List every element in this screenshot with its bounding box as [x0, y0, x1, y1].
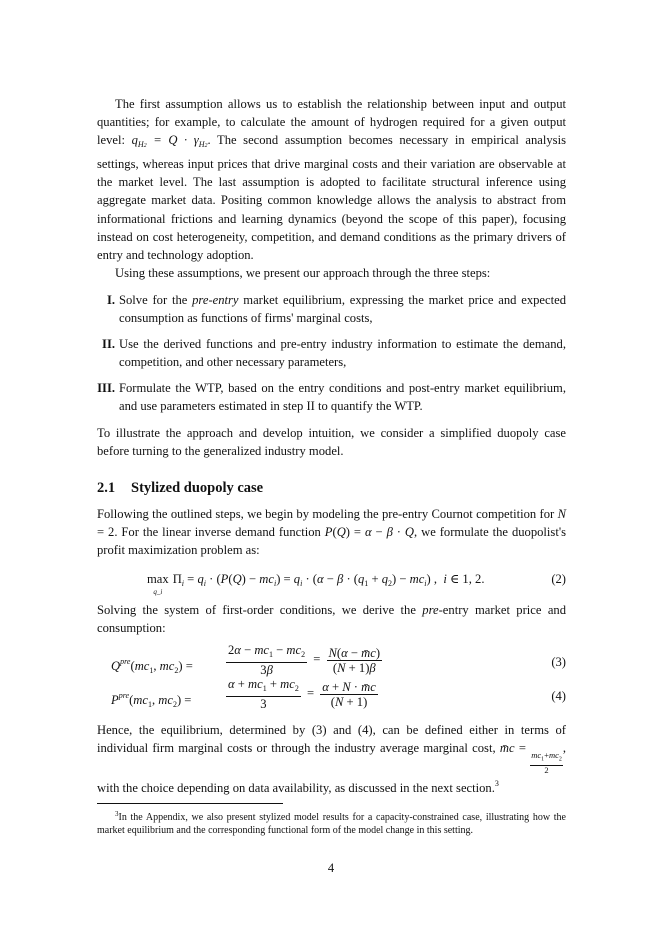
equation-body: max q_i $\Pi_i = q_i \cdot (P(Q) - mc_i) = q_i \cdot (\alpha - \beta \cdot (q_1 + q_2) - mc_i)$ , i ∈ 1, 2.: [147, 571, 485, 597]
inline-fraction: $\frac{mc_1+mc_2}{2}$: [531, 750, 562, 775]
equation-3: [97, 643, 566, 677]
paragraph-foc: [97, 601, 566, 637]
equation-lhs: $Q^{pre}(mc_1$, $mc_2$) =: [111, 657, 193, 676]
text-run: , we formulate the duopolist's profit maximization problem as:: [97, 524, 566, 557]
equation-number: (4): [551, 689, 566, 704]
max-operator: max: [147, 571, 169, 586]
equation-rhs: $\frac{2\alpha - mc_1 - mc_2}{3\beta}$ = $\frac{N(\alpha - m̄c)}{(N + 1)\beta}$: [228, 643, 381, 678]
step-number: II.: [102, 337, 115, 352]
footnote-marker[interactable]: 3: [494, 778, 499, 788]
inline-math-hydrogen: $q_{H2} = Q \cdot \gamma_{H2}$: [131, 133, 208, 150]
paragraph-steps-intro: Using these assumptions, we present our approach through the three steps:: [115, 265, 491, 280]
section-heading: [97, 478, 566, 498]
footnote-mark: 3: [115, 810, 119, 819]
equations-3-4: [97, 643, 566, 711]
equation-4: [97, 677, 566, 711]
equation-number: (3): [551, 655, 566, 670]
text-run: Use the derived functions and pre-entry industry information to estimate the demand, competition, and other necessary parameters,: [119, 337, 566, 370]
emphasis: pre-entry: [192, 292, 239, 307]
step-item: [97, 379, 566, 415]
step-item: [97, 335, 566, 371]
equation-lhs: $P^{pre}(mc_1$, $mc_2$) =: [111, 691, 192, 710]
footnote-text: In the Appendix, we also present stylized model results for a capacity-constrained case, illustrating how the market equilibrium and the corresponding functional form of the model change in this setting.: [97, 812, 566, 837]
paper-page: [97, 95, 566, 837]
page-number: 4: [327, 861, 335, 875]
section-title: Stylized duopoly case: [131, 479, 264, 496]
footnote: [97, 808, 566, 837]
text-run: Solve for the: [119, 292, 193, 307]
inline-math-demand: P: [324, 524, 333, 539]
step-number: III.: [97, 381, 115, 396]
equation-rhs: $\frac{\alpha + mc_1 + mc_2}{3}$ = $\frac{\alpha + N \cdot m̄c}{(N + 1)}$: [228, 677, 376, 712]
text-run: = 2. For the linear inverse demand function: [97, 524, 321, 539]
text-run: Following the outlined steps, we begin by modeling the pre-entry Cournot competition for: [97, 506, 555, 521]
text-run: Solving the system of first-order conditions, we derive the: [97, 602, 416, 617]
text-run: The first assumption allows us to establish the relationship between input and output quantities; for example, to calculate the amount of hydrogen required for a given output level:: [97, 97, 566, 148]
text-run: -entry market price and consumption:: [97, 602, 566, 636]
paragraph-assumptions: [97, 95, 566, 264]
equation-number: (2): [551, 571, 566, 586]
footnote-rule: [97, 803, 283, 804]
paragraph-cournot: Following the outlined steps, we begin by modeling the pre-entry Cournot competition for N = 2. For the linear inverse demand function P(Q) = α − β · Q, we formulate the duopolist's profit maximization problem as:: [97, 506, 566, 557]
emphasis: pre: [422, 602, 439, 617]
text-run: Formulate the WTP, based on the entry conditions and post-entry market equilibrium, and use parameters estimated in step II to quantify the WTP.: [119, 381, 566, 414]
text-run: Hence, the equilibrium, determined by (3) and (4), can be defined either in terms of individual firm marginal costs or through the industry average marginal cost,: [97, 723, 566, 756]
inline-math-avg-mc: m̄c: [499, 741, 515, 756]
equation-2: [97, 567, 566, 597]
inline-math-N: N: [557, 506, 566, 521]
step-number: I.: [106, 292, 115, 307]
paragraph-illustrate: To illustrate the approach and develop intuition, we consider a simplified duopoly case before turning to the generalized industry model.: [97, 425, 566, 458]
max-subscript: q_i: [153, 588, 163, 597]
text-run: market equilibrium, expressing the market price and expected consumption as functions of firms' marginal costs,: [119, 292, 566, 326]
text-run: , with the choice depending on data availability, as discussed in the next section.: [97, 741, 567, 795]
section-number: 2.1: [97, 479, 116, 496]
step-item: [97, 291, 566, 327]
steps-list: [97, 291, 566, 416]
text-run: . The second assumption becomes necessary in empirical analysis settings, whereas input prices that drive marginal costs and their variation are observable at the market level. The last assumption is adopted to facilitate structural inference using aggregate market data. Positing common knowledge allows the analysis to abstract from informational frictions and learning dynamics (beyond the scope of this paper), focusing instead on cost heterogeneity, competition, and demand conditions as the primary drivers of entry and technology adoption.: [97, 133, 566, 262]
paragraph-equilibrium: Hence, the equilibrium, determined by (3) and (4), can be defined either in terms of individual firm marginal costs or through the industry average marginal cost, m̄c = $\frac{mc_1+mc_2}{2}$ , with the choice depending on data availability, as discussed in the next section.$^3$: [97, 723, 567, 795]
